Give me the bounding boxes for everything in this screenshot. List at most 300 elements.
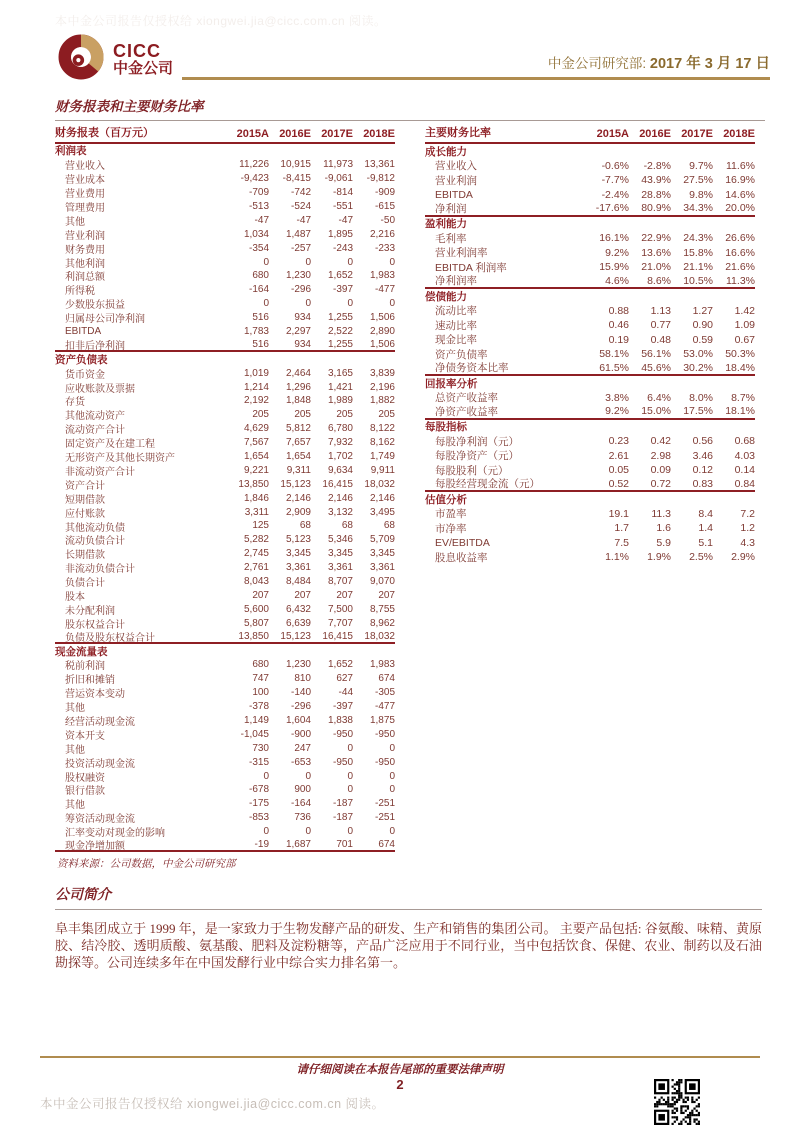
table-row (55, 477, 395, 491)
row-label: 净利润率 (435, 275, 477, 288)
cell-value: 7,657 (285, 437, 311, 449)
cell-value: -0.6% (601, 159, 629, 172)
cell-value: -164 (248, 284, 269, 296)
source-note: 资料来源：公司数据，中金公司研究部 (57, 859, 236, 870)
cell-value: -9,812 (366, 173, 395, 185)
cell-value: 15.8% (683, 246, 713, 259)
row-label: 银行借款 (65, 786, 105, 798)
cell-value: 810 (294, 673, 311, 685)
row-label: 无形资产及其他长期资产 (65, 453, 175, 465)
row-label: 筹资活动现金流 (65, 814, 135, 826)
cell-value: 674 (378, 838, 395, 850)
cell-value: 11,226 (239, 159, 269, 171)
cell-value: -44 (338, 687, 353, 699)
research-dept-label: 中金公司研究部: (547, 56, 650, 71)
cell-value: 8,162 (369, 437, 395, 449)
cell-value: 0 (347, 742, 353, 754)
cell-value: 1.2 (740, 522, 755, 535)
cell-value: 1,230 (285, 270, 311, 282)
table-row (55, 561, 395, 575)
cell-value: -513 (248, 201, 269, 212)
cell-value: 0.90 (692, 319, 713, 332)
table-row (55, 491, 395, 505)
row-label: 营业利润 (435, 174, 477, 187)
cell-value: 0.52 (608, 477, 629, 490)
column-header: 2016E (639, 128, 671, 140)
table-row (425, 405, 755, 420)
cell-value: 5.1 (698, 536, 713, 549)
cell-value: 58.1% (599, 348, 629, 361)
cell-value: 0.72 (650, 477, 671, 490)
row-label: EBITDA (435, 188, 473, 201)
cell-value: 8.6% (647, 274, 671, 287)
cell-value: 9.2% (605, 405, 629, 418)
cell-value: 0.77 (650, 319, 671, 332)
cell-value: 0.19 (608, 333, 629, 346)
cell-value: -175 (248, 798, 269, 810)
row-label: 经营活动现金流 (65, 716, 135, 728)
cell-value: 3,345 (369, 548, 395, 560)
row-label: 每股净利润（元） (435, 435, 519, 448)
cell-value: 1,989 (327, 395, 353, 407)
table-row (425, 246, 755, 261)
cell-value: -1,045 (240, 728, 269, 740)
cell-value: 2,297 (285, 326, 311, 338)
cell-value: 1,875 (369, 714, 395, 726)
row-label: 归属母公司净利润 (65, 314, 145, 326)
table-row (425, 318, 755, 333)
column-header: 2017E (321, 128, 353, 140)
row-label: 总资产收益率 (435, 392, 498, 405)
cell-value: 56.1% (641, 348, 671, 361)
table-row (55, 783, 395, 797)
cell-value: 5,709 (369, 534, 395, 546)
table-header (425, 124, 755, 144)
cell-value: -47 (296, 214, 311, 226)
cell-value: -950 (374, 756, 395, 768)
cell-value: 6,432 (285, 603, 311, 615)
table-row (55, 630, 395, 644)
row-label: 少数股东损益 (65, 300, 125, 312)
cell-value: 1.1% (605, 551, 629, 564)
section-row (55, 144, 395, 158)
cell-value: 207 (378, 589, 395, 601)
cell-value: 24.3% (683, 232, 713, 245)
cell-value: 2,890 (369, 326, 395, 338)
cell-value: 0.56 (692, 435, 713, 448)
cell-value: -397 (332, 701, 353, 713)
cell-value: 1,652 (327, 659, 353, 671)
cell-value: -296 (290, 284, 311, 296)
cell-value: 68 (299, 520, 311, 532)
cell-value: 8,484 (285, 576, 311, 588)
row-label: 现金净增加额 (65, 840, 125, 852)
cell-value: 10.5% (683, 274, 713, 287)
row-label: 短期借款 (65, 494, 105, 506)
cell-value: 0 (347, 784, 353, 796)
cell-value: 0.12 (692, 464, 713, 477)
cell-value: 15,123 (280, 630, 311, 642)
cell-value: 8,962 (369, 617, 395, 629)
row-label: 其他流动负债 (65, 522, 125, 534)
cell-value: -477 (374, 701, 395, 713)
cell-value: 0 (347, 298, 353, 310)
column-header: 2017E (681, 128, 713, 140)
cell-value: -678 (248, 784, 269, 796)
cell-value: 68 (341, 520, 353, 532)
row-label: 其他 (65, 800, 85, 812)
cell-value: 1,882 (369, 395, 395, 407)
cell-value: 80.9% (641, 202, 671, 215)
cell-value: 0 (305, 298, 311, 310)
row-label: 流动负债合计 (65, 536, 125, 548)
cell-value: 7,500 (327, 603, 353, 615)
table-row (55, 436, 395, 450)
cell-value: 0 (263, 826, 269, 838)
cell-value: 5,807 (243, 617, 269, 629)
cell-value: 1.7 (614, 522, 629, 535)
cell-value: 13,361 (364, 159, 395, 171)
cell-value: 0 (263, 256, 269, 268)
section-label: 每股指标 (425, 421, 467, 434)
cell-value: 20.0% (725, 202, 755, 215)
table-row (55, 186, 395, 200)
cell-value: 0.59 (692, 333, 713, 346)
table-row (55, 727, 395, 741)
cell-value: 16,415 (322, 478, 353, 490)
cell-value: 3,345 (327, 548, 353, 560)
cell-value: 1,846 (243, 492, 269, 504)
row-label: 速动比率 (435, 319, 477, 332)
bottom-watermark: 本中金公司报告仅授权给 xiongwei.jia@cicc.com.cn 阅读。 (40, 1097, 385, 1111)
cell-value: 3,361 (327, 562, 353, 574)
cell-value: 247 (294, 742, 311, 754)
cell-value: -17.6% (595, 202, 629, 215)
row-label: 营业费用 (65, 189, 105, 201)
cell-value: 0 (305, 256, 311, 268)
cell-value: 2,192 (243, 395, 269, 407)
cell-value: 2,146 (285, 492, 311, 504)
cell-value: 8.0% (689, 391, 713, 404)
row-label: 净债务资本比率 (435, 362, 509, 375)
cell-value: 1,687 (285, 838, 311, 850)
row-label: 营运资本变动 (65, 689, 125, 701)
table-row (55, 394, 395, 408)
row-label: 股东权益合计 (65, 619, 125, 631)
cell-value: 34.3% (683, 202, 713, 215)
cell-value: -900 (290, 728, 311, 740)
row-label: 股本 (65, 591, 85, 603)
table-row (425, 173, 755, 188)
cell-value: 627 (336, 673, 353, 685)
company-profile-body: 阜丰集团成立于 1999 年，是一家致力于生物发酵产品的研发、生产和销售的集团公司。 主要产品包括: 谷氨酸、味精、黄原胶、结冷胶、透明质酸、氨基酸、肥料及淀粉糖等，产品广泛应用于不同行业，当中包括饮食、保健、农业、制药以及石油 勘探等。公司连续多年在中国发酵行业中综合实力排名第一。 (55, 921, 762, 970)
row-label: 其他 (65, 703, 85, 715)
cell-value: -2.4% (601, 188, 629, 201)
cell-value: -397 (332, 284, 353, 296)
cell-value: 3,495 (369, 506, 395, 518)
cell-value: 0.48 (650, 333, 671, 346)
row-label: 营业利润 (65, 230, 105, 242)
cell-value: 9,911 (370, 464, 395, 476)
row-label: 其他 (65, 216, 85, 228)
financial-ratios-table (425, 124, 755, 852)
cell-value: 900 (294, 784, 311, 796)
cell-value: 18.1% (725, 405, 755, 418)
row-label: 每股净资产（元） (435, 450, 519, 463)
cell-value: -9,423 (240, 173, 269, 185)
cell-value: -551 (332, 201, 353, 212)
cell-value: 205 (378, 409, 395, 421)
row-label: 财务费用 (65, 244, 105, 256)
cell-value: 50.3% (725, 348, 755, 361)
row-label: 其他利润 (65, 258, 105, 270)
cell-value: -19 (254, 838, 269, 850)
cell-value: -47 (254, 214, 269, 226)
cell-value: 9.8% (689, 188, 713, 201)
cell-value: 2,909 (285, 506, 311, 518)
cell-value: 19.1 (608, 507, 629, 520)
row-label: 税前利润 (65, 661, 105, 673)
table-row (55, 227, 395, 241)
cell-value: 1.27 (692, 304, 713, 317)
cell-value: 1,654 (243, 451, 269, 463)
cell-value: 68 (383, 520, 395, 532)
cell-value: 5,600 (243, 603, 269, 615)
row-label: 长期借款 (65, 550, 105, 562)
row-label: 流动比率 (435, 305, 477, 318)
cell-value: 1.13 (650, 304, 671, 317)
row-label: 未分配利润 (65, 605, 115, 617)
cell-value: -742 (290, 187, 311, 199)
cell-value: 45.6% (641, 361, 671, 374)
cell-value: 11,973 (323, 159, 353, 171)
row-label: 营业利润率 (435, 247, 488, 260)
cell-value: 22.9% (641, 232, 671, 245)
cell-value: 28.8% (641, 188, 671, 201)
row-label: 扣非后净利润 (65, 340, 125, 352)
cell-value: 1,654 (285, 451, 311, 463)
cell-value: 0 (305, 770, 311, 782)
cell-value: -909 (374, 187, 395, 199)
cell-value: -9,061 (324, 173, 353, 185)
table-row (55, 408, 395, 422)
cell-value: 2,761 (243, 562, 269, 574)
cell-value: 1,487 (285, 228, 311, 240)
cell-value: -233 (374, 242, 395, 254)
row-label: 管理费用 (65, 203, 105, 215)
row-label: 固定资产及在建工程 (65, 439, 155, 451)
cell-value: -187 (332, 798, 353, 810)
row-label: 股权融资 (65, 772, 105, 784)
cell-value: 8.4 (698, 507, 713, 520)
cell-value: 1,983 (369, 659, 395, 671)
cell-value: 18,032 (364, 630, 395, 642)
row-label: 流动资产合计 (65, 425, 125, 437)
cell-value: 16.9% (725, 174, 755, 187)
cell-value: 15.9% (599, 261, 629, 274)
row-label: 应收账款及票据 (65, 383, 135, 395)
cell-value: 2,745 (243, 548, 269, 560)
cell-value: -243 (332, 242, 353, 254)
cell-value: -257 (290, 242, 311, 254)
row-label: 每股股利（元） (435, 464, 509, 477)
table-row (55, 200, 395, 214)
footer-gold-rule (40, 1056, 760, 1058)
cell-value: 21.1% (683, 261, 713, 274)
cell-value: 5,282 (243, 534, 269, 546)
cell-value: 1,604 (285, 714, 311, 726)
cell-value: 2.9% (731, 551, 755, 564)
cell-value: 1,983 (369, 270, 395, 282)
cell-value: 53.0% (683, 348, 713, 361)
cell-value: 1,421 (327, 381, 353, 393)
cell-value: 17.5% (683, 405, 713, 418)
table-row (55, 575, 395, 589)
row-label: 资产负债率 (435, 348, 488, 361)
cell-value: 2.98 (650, 449, 671, 462)
table-row (55, 450, 395, 464)
cell-value: 934 (294, 338, 311, 350)
cell-value: 0 (347, 256, 353, 268)
cell-value: 9.7% (689, 159, 713, 172)
cell-value: 1,838 (327, 714, 353, 726)
column-header: 2018E (723, 128, 755, 140)
cell-value: 8,043 (243, 576, 269, 588)
cell-value: 9.2% (605, 246, 629, 259)
cell-value: 0.67 (734, 333, 755, 346)
table-row (55, 811, 395, 825)
cell-value: -477 (374, 284, 395, 296)
cell-value: -615 (374, 201, 395, 212)
cell-value: -950 (332, 756, 353, 768)
table-row (55, 158, 395, 172)
row-label: 存货 (65, 397, 85, 409)
financial-statements-table (55, 124, 395, 852)
cell-value: 6.4% (647, 391, 671, 404)
cell-value: -305 (374, 687, 395, 699)
cell-value: 1,749 (369, 451, 395, 463)
table-row (55, 714, 395, 728)
logo-text-cn: 中金公司 (113, 60, 174, 78)
table-row (425, 362, 755, 377)
report-date: 2017 年 3 月 17 日 (649, 56, 770, 72)
cell-value: 1,702 (327, 451, 353, 463)
cell-value: 1,848 (285, 395, 311, 407)
research-dept-date (548, 52, 770, 73)
row-label: 净资产收益率 (435, 405, 498, 418)
row-label: 资本开支 (65, 730, 105, 742)
cell-value: 16,415 (322, 630, 353, 642)
cell-value: 3,165 (327, 367, 353, 379)
table-row (55, 533, 395, 547)
cell-value: 0.09 (650, 464, 671, 477)
cell-value: 516 (252, 338, 269, 350)
cell-value: 9,070 (369, 576, 395, 588)
section-row (425, 420, 755, 435)
cell-value: 2,146 (369, 492, 395, 504)
section-label: 现金流量表 (55, 645, 108, 658)
cell-value: 3,311 (244, 506, 269, 518)
cell-value: 8,707 (327, 576, 353, 588)
table-row (425, 333, 755, 348)
table-row (55, 269, 395, 283)
logo-text-en: CICC (113, 41, 161, 62)
table-body (425, 144, 755, 565)
table-row (55, 255, 395, 269)
table-row (55, 338, 395, 352)
cell-value: 27.5% (683, 174, 713, 187)
top-watermark: 本中金公司报告仅授权给 xiongwei.jia@cicc.com.cn 阅读。 (55, 14, 387, 28)
cell-value: 15.0% (641, 405, 671, 418)
cell-value: 7,932 (327, 437, 353, 449)
row-label: EBITDA 利润率 (435, 261, 507, 274)
header-gold-rule (182, 77, 770, 80)
cell-value: 9,311 (286, 464, 311, 476)
cell-value: 6,780 (327, 423, 353, 435)
cell-value: 13,850 (238, 478, 269, 490)
table-row (55, 797, 395, 811)
cell-value: 16.6% (725, 246, 755, 259)
table-row (55, 172, 395, 186)
cell-value: -187 (332, 812, 353, 824)
cell-value: 205 (252, 409, 269, 421)
table-row (55, 769, 395, 783)
cell-value: 14.6% (725, 188, 755, 201)
company-profile-title: 公司简介 (55, 884, 762, 910)
cell-value: 8.7% (731, 391, 755, 404)
cell-value: 26.6% (725, 232, 755, 245)
cell-value: 1,149 (243, 714, 269, 726)
cell-value: -354 (248, 242, 269, 254)
cell-value: 207 (336, 589, 353, 601)
section-row (425, 492, 755, 507)
table-row (425, 202, 755, 217)
table-row (425, 304, 755, 319)
cell-value: 8,755 (369, 603, 395, 615)
cell-value: 0 (347, 770, 353, 782)
cell-value: 2,216 (369, 228, 395, 240)
table-body (55, 144, 395, 852)
cell-value: 7.5 (614, 536, 629, 549)
table-row (55, 380, 395, 394)
cell-value: 21.0% (641, 261, 671, 274)
cell-value: 1,019 (243, 367, 269, 379)
row-label: EBITDA (65, 326, 102, 338)
cell-value: 0 (389, 256, 395, 268)
table-row (55, 658, 395, 672)
cell-value: -814 (332, 187, 353, 199)
cell-value: 9,634 (327, 464, 353, 476)
table-row (55, 602, 395, 616)
cell-value: 11.3 (651, 507, 671, 520)
table-row (425, 275, 755, 290)
cell-value: 11.3% (726, 274, 755, 287)
table-row (55, 686, 395, 700)
table-title: 主要财务比率 (425, 127, 491, 139)
cell-value: 0 (347, 826, 353, 838)
cell-value: 2.5% (689, 551, 713, 564)
cell-value: 0.14 (734, 464, 755, 477)
cell-value: -47 (338, 214, 353, 226)
tables-area (55, 124, 755, 852)
table-row (55, 241, 395, 255)
cell-value: -950 (374, 728, 395, 740)
cicc-logo-mark-icon (58, 34, 104, 85)
cell-value: 3,345 (285, 548, 311, 560)
cell-value: 0.68 (734, 435, 755, 448)
cell-value: 1.42 (734, 304, 755, 317)
cell-value: 2.61 (608, 449, 629, 462)
